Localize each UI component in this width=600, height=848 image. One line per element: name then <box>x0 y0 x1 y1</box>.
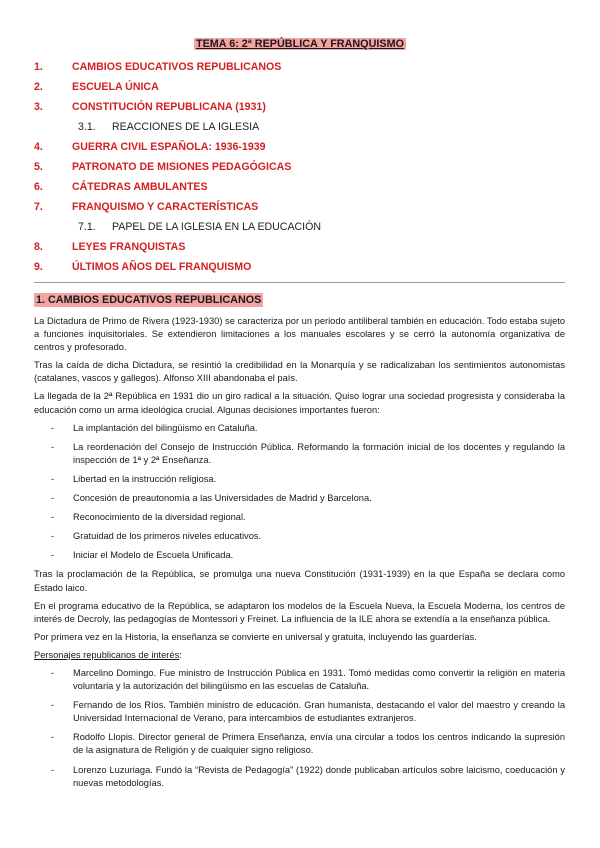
people-list <box>34 667 565 790</box>
paragraph: Tras la caída de dicha Dictadura, se resintió la credibilidad en la Monarquía y se radicalizaban los sentimientos autonomistas (catalanes, vascos y gallegos). Alfonso XIII abandonaba el país. <box>34 360 565 384</box>
toc-subitem: 3.1. REACCIONES DE LA IGLESIA <box>78 121 260 133</box>
list-item: - Marcelino Domingo. Fue ministro de Instrucción Pública en 1931. Tomó medidas como convertir la religión en materia voluntaria y la autorización del bilingüismo en las escuelas de Cataluña. <box>51 667 565 692</box>
toc-item: 9. ÚLTIMOS AÑOS DEL FRANQUISMO <box>34 261 252 273</box>
list-item: - Fernando de los Ríos. También ministro de educación. Gran humanista, destacando el valor del maestro y creando la Universidad Internacional de Verano, para intercambios de estudiantes extranjeros. <box>51 700 565 724</box>
list-item: - Reconocimiento de la diversidad regional. <box>51 512 246 523</box>
section-heading: 1. CAMBIOS EDUCATIVOS REPUBLICANOS <box>36 294 262 306</box>
section-body <box>34 315 565 796</box>
list-item: - Gratuidad de los primeros niveles educativos. <box>51 531 262 542</box>
toc-item: 5. PATRONATO DE MISIONES PEDAGÓGICAS <box>34 161 292 173</box>
table-of-contents <box>34 57 574 277</box>
list-item: - Iniciar el Modelo de Escuela Unificada. <box>51 550 234 561</box>
toc-item: 6. CÁTEDRAS AMBULANTES <box>34 181 208 193</box>
list-item: - Rodolfo Llopis. Director general de Primera Enseñanza, envía una circular a todos los centros indicando la supresión de la asignatura de Religión y de cualquier signo religioso. <box>51 732 565 756</box>
decisions-list <box>34 422 565 563</box>
toc-item: 8. LEYES FRANQUISTAS <box>34 241 186 253</box>
paragraph: La llegada de la 2ª República en 1931 dio un giro radical a la situación. Quiso lograr una sociedad progresista y consideraba la educación como un arma ideológica crucial. Algunas decisiones importantes fueron: <box>34 391 565 415</box>
toc-item: 2. ESCUELA ÚNICA <box>34 81 159 93</box>
toc-subitem: 7.1. PAPEL DE LA IGLESIA EN LA EDUCACIÓN <box>78 221 322 233</box>
people-heading: Personajes republicanos de interés: <box>34 649 182 660</box>
list-item: - Lorenzo Luzuriaga. Fundó la “Revista de Pedagogía” (1922) donde publicaban artículos sobre laicismo, coeducación y nuevas metodologías. <box>51 764 565 788</box>
toc-item: 7. FRANQUISMO Y CARACTERÍSTICAS <box>34 201 259 213</box>
paragraph: La Dictadura de Primo de Rivera (1923-1930) se caracteriza por un periodo antiliberal también en educación. Todo estaba sujeto a funciones inquisitoriales. Se extendieron limitaciones a los manuales escolares y se cerró la autonomía organizativa de centros y profesorado. <box>34 316 565 353</box>
paragraph: En el programa educativo de la República, se adaptaron los modelos de la Escuela Nueva, la Escuela Moderna, los centros de interés de Decroly, las pedagogías de Montessori y Freinet. La influencia de la ILE ahora se extendía a la enseñanza pública. <box>34 600 565 624</box>
section-divider <box>34 282 565 283</box>
toc-item: 1. CAMBIOS EDUCATIVOS REPUBLICANOS <box>34 61 282 73</box>
paragraph: Tras la proclamación de la República, se promulga una nueva Constitución (1931-1939) en la que España se declara como Estado laico. <box>34 569 565 593</box>
paragraph: Por primera vez en la Historia, la enseñanza se convierte en universal y gratuita, incluyendo las guarderías. <box>34 631 477 642</box>
document-title: TEMA 6: 2ª REPÚBLICA Y FRANQUISMO <box>196 38 404 50</box>
list-item: - Concesión de preautonomía a las Universidades de Madrid y Barcelona. <box>51 493 372 504</box>
list-item: - La reordenación del Consejo de Instrucción Pública. Reformando la formación inicial de los docentes y regulando la inspección de 1ª y 2ª Enseñanza. <box>51 441 565 465</box>
list-item: - Libertad en la instrucción religiosa. <box>51 473 217 484</box>
toc-item: 4. GUERRA CIVIL ESPAÑOLA: 1936-1939 <box>34 141 266 153</box>
list-item: - La implantación del bilingüismo en Cataluña. <box>51 422 258 433</box>
toc-item: 3. CONSTITUCIÓN REPUBLICANA (1931) <box>34 101 266 113</box>
